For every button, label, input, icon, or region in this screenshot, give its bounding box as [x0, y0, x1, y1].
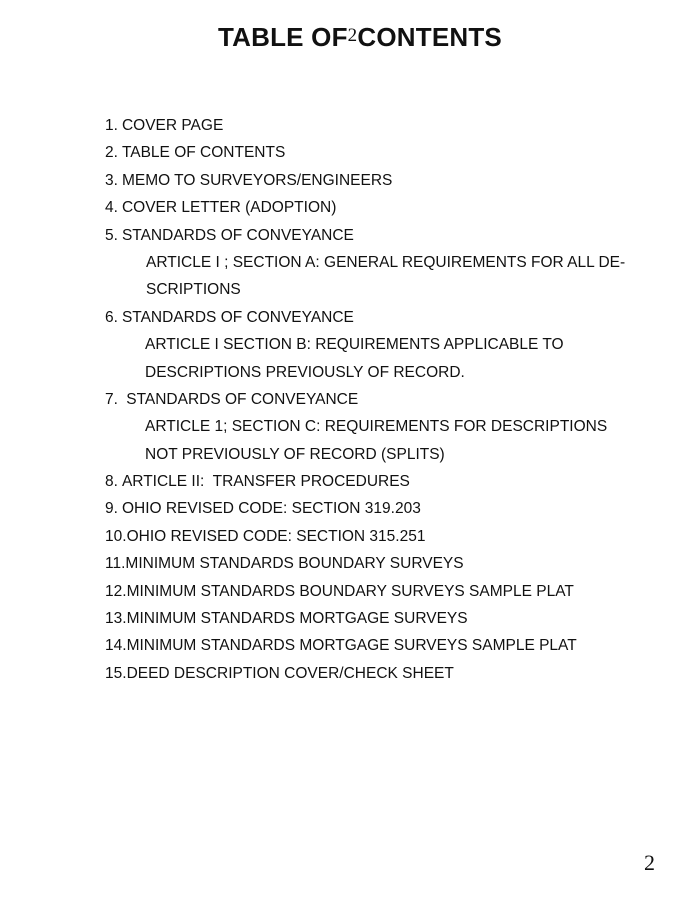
toc-item-9 — [0, 498, 695, 525]
toc-item-text: STANDARDS OF CONVEYANCE — [121, 390, 359, 408]
toc-subitem-5b: SCRIPTIONS — [146, 281, 241, 299]
toc-item-text: MINIMUM STANDARDS MORTGAGE SURVEYS SAMPLE PLAT — [126, 637, 577, 655]
page-number: 2 — [644, 850, 655, 875]
page-title-right: CONTENTS — [357, 22, 502, 52]
toc-item-text: MINIMUM STANDARDS BOUNDARY SURVEYS SAMPLE PLAT — [126, 582, 574, 600]
toc-item-3 — [0, 170, 695, 197]
toc-item-number: 9. — [105, 500, 118, 518]
toc-item-text: OHIO REVISED CODE: SECTION 319.203 — [121, 500, 421, 518]
toc-item-13 — [0, 608, 695, 635]
toc-item-2 — [0, 142, 695, 169]
toc-item-number: 15. — [105, 664, 127, 682]
toc-item-text: COVER PAGE — [121, 117, 224, 134]
page-title-left: TABLE OF — [218, 22, 348, 52]
toc-item-1 — [0, 115, 695, 142]
toc-item-number: 4. — [105, 199, 118, 217]
toc-item-number: 3. — [105, 171, 118, 189]
toc-item-15 — [0, 663, 695, 690]
toc-item-10 — [0, 526, 695, 553]
table-of-contents-list — [0, 115, 695, 690]
toc-subitem-7b: NOT PREVIOUSLY OF RECORD (SPLITS) — [145, 445, 445, 463]
toc-item-text: TABLE OF CONTENTS — [121, 144, 286, 162]
toc-item-8 — [0, 471, 695, 498]
toc-item-number: 8. — [105, 473, 118, 491]
toc-item-text: COVER LETTER (ADOPTION) — [121, 199, 337, 217]
toc-item-text: MINIMUM STANDARDS MORTGAGE SURVEYS — [126, 610, 468, 628]
toc-item-12 — [0, 581, 695, 608]
toc-item-6 — [0, 307, 695, 334]
toc-item-text: MINIMUM STANDARDS BOUNDARY SURVEYS — [125, 555, 464, 573]
toc-item-text: DEED DESCRIPTION COVER/CHECK SHEET — [126, 664, 454, 682]
toc-item-number: 2. — [105, 144, 118, 162]
toc-item-text: STANDARDS OF CONVEYANCE — [121, 308, 354, 326]
toc-item-number: 10. — [105, 527, 127, 545]
toc-subitem-7a: ARTICLE 1; SECTION C: REQUIREMENTS FOR DESCRIPTIONS — [145, 418, 608, 436]
toc-item-number: 11. — [105, 555, 126, 573]
toc-item-text: MEMO TO SURVEYORS/ENGINEERS — [121, 171, 393, 189]
toc-subitem-6a: ARTICLE I SECTION B: REQUIREMENTS APPLICABLE TO — [145, 336, 564, 354]
toc-subitem-6b: DESCRIPTIONS PREVIOUSLY OF RECORD. — [145, 363, 465, 381]
toc-item-text: OHIO REVISED CODE: SECTION 315.251 — [126, 527, 426, 545]
toc-subitem-5a: ARTICLE I ; SECTION A: GENERAL REQUIREMENTS FOR ALL DE- — [146, 253, 626, 271]
page-title-mark: 2 — [347, 25, 358, 46]
page-title — [0, 22, 695, 53]
toc-item-number: 1. — [105, 117, 118, 134]
toc-item-number: 14. — [105, 637, 127, 655]
toc-item-number: 6. — [105, 308, 118, 326]
toc-item-7 — [0, 389, 695, 416]
toc-item-number: 5. — [105, 226, 118, 244]
toc-item-11 — [0, 553, 695, 580]
toc-item-number: 12. — [105, 582, 127, 600]
toc-item-14 — [0, 635, 695, 662]
toc-item-5 — [0, 225, 695, 252]
toc-item-text: ARTICLE II: TRANSFER PROCEDURES — [121, 473, 410, 491]
toc-item-number: 7. — [105, 390, 118, 408]
toc-item-number: 13. — [105, 610, 127, 628]
toc-item-text: STANDARDS OF CONVEYANCE — [121, 226, 354, 244]
toc-item-4 — [0, 197, 695, 224]
